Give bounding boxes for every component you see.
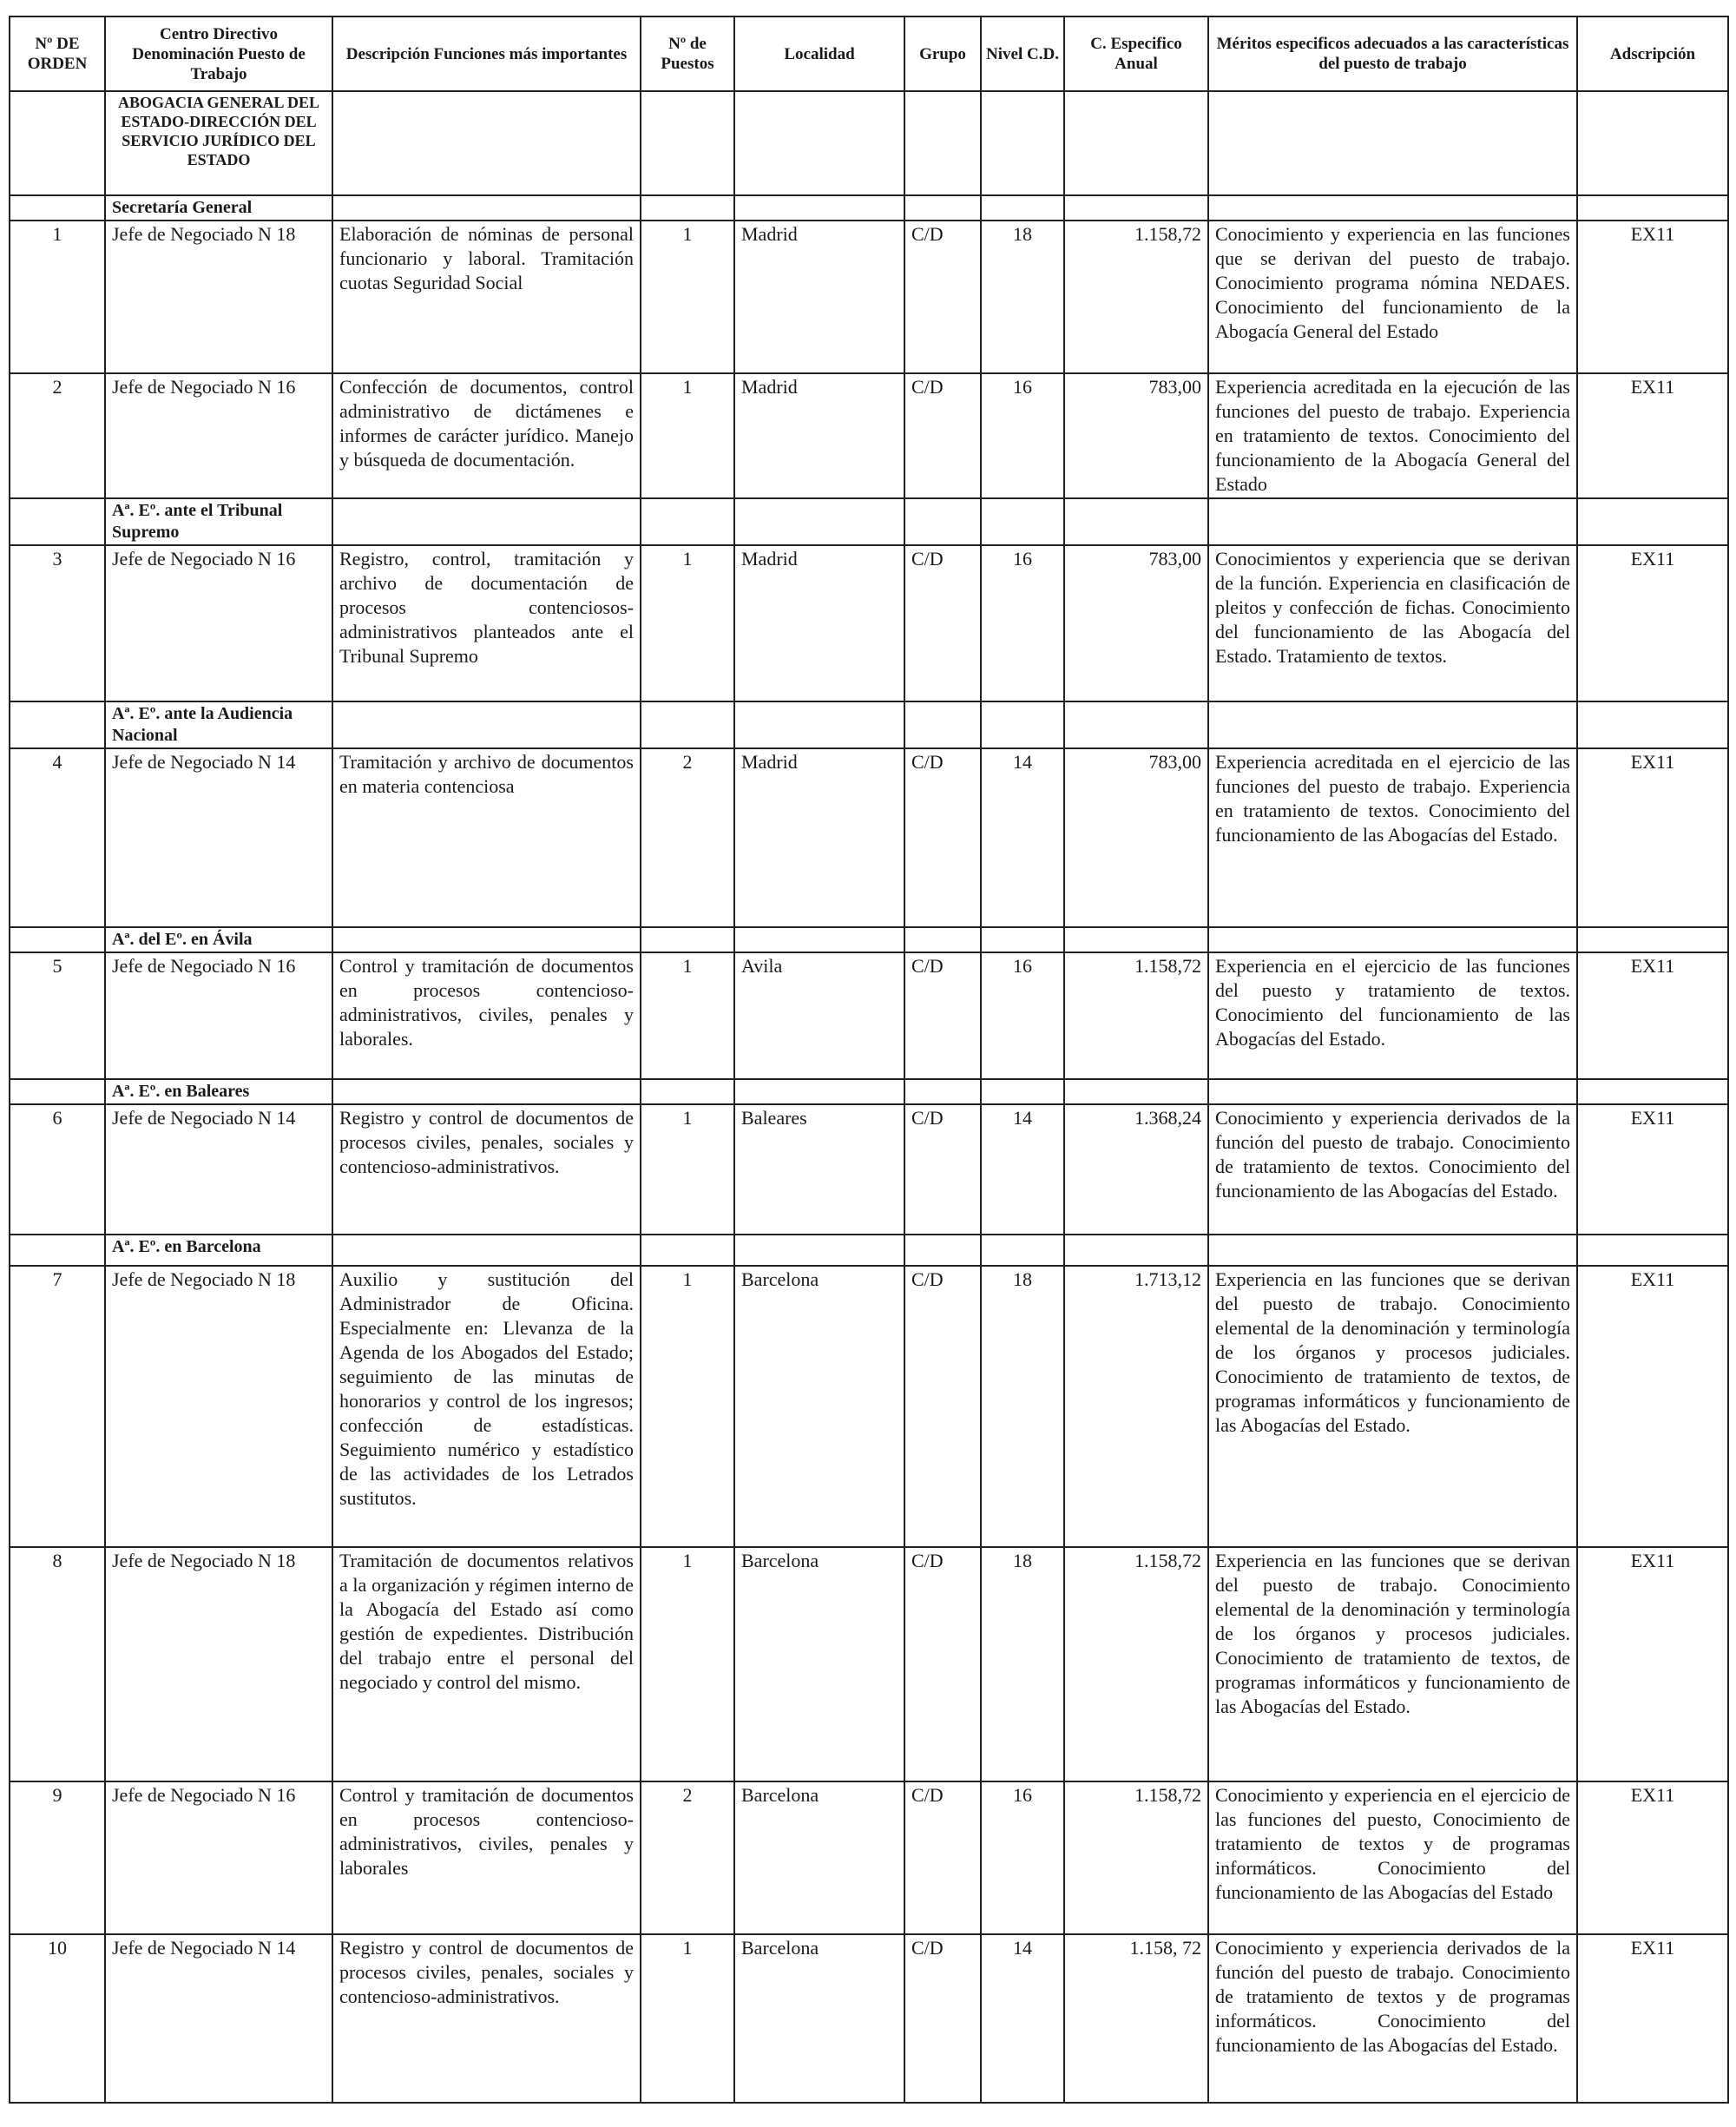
section-title: Aª. Eº. ante la Audiencia Nacional	[105, 701, 332, 748]
empty-cell	[1208, 498, 1577, 545]
cell-nivel: 14	[981, 1104, 1064, 1235]
header-localidad: Localidad	[734, 16, 904, 91]
cell-adscripcion: EX11	[1577, 221, 1728, 373]
section-row	[10, 927, 1728, 952]
empty-cell	[641, 701, 734, 748]
cell-localidad: Baleares	[734, 1104, 904, 1235]
cell-grupo: C/D	[904, 748, 981, 927]
cell-meritos: Experiencia acreditada en el ejercicio de las funciones del puesto de trabajo. Experiencia en tratamiento de textos. Conocimiento del funcionamiento de las Abogacías del Estado.	[1208, 748, 1577, 927]
table-row	[10, 1934, 1728, 2103]
cell-especifico: 1.158, 72	[1064, 1934, 1208, 2103]
empty-cell	[641, 927, 734, 952]
cell-meritos: Conocimiento y experiencia derivados de la función del puesto de trabajo. Conocimiento de tratamiento de textos y de programas informáticos. Conocimiento del funcionamiento de las Abogacías del Estado.	[1208, 1934, 1577, 2103]
empty-cell	[1064, 927, 1208, 952]
cell-adscripcion: EX11	[1577, 545, 1728, 701]
cell-grupo: C/D	[904, 1781, 981, 1934]
header-especifico: C. Especifico Anual	[1064, 16, 1208, 91]
cell-puesto: Jefe de Negociado N 16	[105, 1781, 332, 1934]
empty-cell	[904, 701, 981, 748]
header-meritos: Méritos especificos adecuados a las características del puesto de trabajo	[1208, 16, 1577, 91]
cell-orden: 2	[10, 373, 105, 498]
empty-cell	[981, 927, 1064, 952]
cell-descripcion: Control y tramitación de documentos en procesos contencioso-administrativos, civiles, penales y laborales.	[332, 952, 641, 1079]
empty-cell	[1577, 1235, 1728, 1266]
cell-nivel: 14	[981, 748, 1064, 927]
cell-localidad: Madrid	[734, 545, 904, 701]
cell-adscripcion: EX11	[1577, 952, 1728, 1079]
empty-cell	[904, 1079, 981, 1104]
table-row	[10, 221, 1728, 373]
cell-adscripcion: EX11	[1577, 1266, 1728, 1547]
section-title: Aª. Eº. en Baleares	[105, 1079, 332, 1104]
cell-grupo: C/D	[904, 1934, 981, 2103]
cell-nivel: 18	[981, 1266, 1064, 1547]
cell-nivel: 16	[981, 1781, 1064, 1934]
empty-cell	[10, 498, 105, 545]
cell-descripcion: Registro, control, tramitación y archivo de documentación de procesos contenciosos-administrativos planteados ante el Tribunal Supremo	[332, 545, 641, 701]
empty-cell	[981, 1235, 1064, 1266]
cell-localidad: Madrid	[734, 748, 904, 927]
cell-especifico: 1.158,72	[1064, 1781, 1208, 1934]
cell-grupo: C/D	[904, 545, 981, 701]
table-row	[10, 373, 1728, 498]
cell-adscripcion: EX11	[1577, 1781, 1728, 1934]
section-row	[10, 701, 1728, 748]
cell-nivel: 18	[981, 221, 1064, 373]
empty-cell	[1577, 927, 1728, 952]
cell-especifico: 783,00	[1064, 545, 1208, 701]
header-puestos: Nº de Puestos	[641, 16, 734, 91]
empty-cell	[734, 498, 904, 545]
empty-cell	[10, 701, 105, 748]
cell-orden: 4	[10, 748, 105, 927]
cell-grupo: C/D	[904, 373, 981, 498]
cell-adscripcion: EX11	[1577, 1547, 1728, 1781]
empty-cell	[734, 927, 904, 952]
cell-orden: 3	[10, 545, 105, 701]
cell-especifico: 1.368,24	[1064, 1104, 1208, 1235]
cell-localidad: Barcelona	[734, 1266, 904, 1547]
cell-nivel: 16	[981, 545, 1064, 701]
cell-adscripcion: EX11	[1577, 1934, 1728, 2103]
cell-adscripcion: EX11	[1577, 1104, 1728, 1235]
cell-meritos: Experiencia en el ejercicio de las funciones del puesto y tratamiento de textos. Conocimiento del funcionamiento de las Abogacías del Estado.	[1208, 952, 1577, 1079]
header-grupo: Grupo	[904, 16, 981, 91]
cell-meritos: Conocimiento y experiencia derivados de la función del puesto de trabajo. Conocimiento de tratamiento de textos. Conocimiento del funcionamiento de las Abogacías del Estado.	[1208, 1104, 1577, 1235]
organization-heading: ABOGACIA GENERAL DEL ESTADO-DIRECCIÓN DEL SERVICIO JURÍDICO DEL ESTADO	[105, 91, 332, 195]
cell-puesto: Jefe de Negociado N 16	[105, 545, 332, 701]
empty-cell	[1208, 195, 1577, 221]
empty-cell	[1208, 1235, 1577, 1266]
cell-especifico: 1.158,72	[1064, 221, 1208, 373]
empty-cell	[1208, 927, 1577, 952]
cell-especifico: 1.158,72	[1064, 952, 1208, 1079]
cell-meritos: Experiencia acreditada en la ejecución de las funciones del puesto de trabajo. Experiencia en tratamiento de textos. Conocimiento del funcionamiento de la Abogacía General del Estado	[1208, 373, 1577, 498]
table-row	[10, 1104, 1728, 1235]
table-row	[10, 748, 1728, 927]
cell-nivel: 18	[981, 1547, 1064, 1781]
empty-cell	[1064, 195, 1208, 221]
cell-orden: 7	[10, 1266, 105, 1547]
table-body	[10, 91, 1728, 2103]
empty-cell	[332, 498, 641, 545]
cell-meritos: Conocimiento y experiencia en el ejercicio de las funciones del puesto, Conocimiento de tratamiento de textos y de programas informáticos. Conocimiento del funcionamiento de las Abogacías del Estado	[1208, 1781, 1577, 1934]
empty-cell	[332, 1079, 641, 1104]
header-nivel: Nivel C.D.	[981, 16, 1064, 91]
cell-puestos: 1	[641, 1934, 734, 2103]
empty-cell	[904, 498, 981, 545]
cell-descripcion: Auxilio y sustitución del Administrador de Oficina. Especialmente en: Llevanza de la Agenda de los Abogados del Estado; seguimiento de las minutas de honorarios y control de los ingresos; confección de estadísticas. Seguimiento numérico y estadístico de las actividades de los Letrados sustitutos.	[332, 1266, 641, 1547]
cell-puestos: 1	[641, 1104, 734, 1235]
empty-cell	[734, 1079, 904, 1104]
cell-descripcion: Tramitación de documentos relativos a la organización y régimen interno de la Abogacía del Estado así como gestión de expedientes. Distribución del trabajo entre el personal del negociado y control del mismo.	[332, 1547, 641, 1781]
cell-descripcion: Tramitación y archivo de documentos en materia contenciosa	[332, 748, 641, 927]
header-descripcion: Descripción Funciones más importantes	[332, 16, 641, 91]
cell-especifico: 1.158,72	[1064, 1547, 1208, 1781]
cell-puestos: 1	[641, 952, 734, 1079]
cell-puestos: 2	[641, 1781, 734, 1934]
cell-localidad: Barcelona	[734, 1781, 904, 1934]
document-page	[9, 16, 1727, 2104]
cell-puestos: 1	[641, 373, 734, 498]
cell-puesto: Jefe de Negociado N 16	[105, 952, 332, 1079]
empty-cell	[332, 1235, 641, 1266]
cell-puesto: Jefe de Negociado N 18	[105, 1266, 332, 1547]
empty-cell	[981, 195, 1064, 221]
empty-cell	[10, 195, 105, 221]
cell-meritos: Conocimientos y experiencia que se derivan de la función. Experiencia en clasificación de pleitos y confección de fichas. Conocimiento del funcionamiento de las Abogacía del Estado. Tratamiento de textos.	[1208, 545, 1577, 701]
table-row	[10, 1547, 1728, 1781]
cell-descripcion: Registro y control de documentos de procesos civiles, penales, sociales y contencioso-administrativos.	[332, 1934, 641, 2103]
empty-cell	[1208, 1079, 1577, 1104]
empty-cell	[10, 927, 105, 952]
empty-cell	[1577, 1079, 1728, 1104]
section-title: Aª. del Eº. en Ávila	[105, 927, 332, 952]
section-row	[10, 498, 1728, 545]
cell-puesto: Jefe de Negociado N 14	[105, 1934, 332, 2103]
cell-grupo: C/D	[904, 1547, 981, 1781]
empty-cell	[981, 701, 1064, 748]
cell-puesto: Jefe de Negociado N 14	[105, 1104, 332, 1235]
cell-adscripcion: EX11	[1577, 373, 1728, 498]
section-title: Aª. Eº. ante el Tribunal Supremo	[105, 498, 332, 545]
empty-cell	[734, 195, 904, 221]
empty-cell	[981, 498, 1064, 545]
empty-cell	[641, 498, 734, 545]
header-orden: Nº DE ORDEN	[10, 16, 105, 91]
cell-descripcion: Elaboración de nóminas de personal funcionario y laboral. Tramitación cuotas Seguridad Social	[332, 221, 641, 373]
empty-cell	[641, 1079, 734, 1104]
table-row	[10, 1266, 1728, 1547]
empty-cell	[10, 1079, 105, 1104]
section-title: Aª. Eº. en Barcelona	[105, 1235, 332, 1266]
empty-cell	[981, 1079, 1064, 1104]
cell-adscripcion: EX11	[1577, 748, 1728, 927]
cell-puestos: 1	[641, 545, 734, 701]
empty-cell	[1064, 701, 1208, 748]
empty-cell	[1208, 701, 1577, 748]
cell-orden: 9	[10, 1781, 105, 1934]
cell-puesto: Jefe de Negociado N 16	[105, 373, 332, 498]
cell-localidad: Avila	[734, 952, 904, 1079]
cell-puesto: Jefe de Negociado N 18	[105, 221, 332, 373]
cell-descripcion: Control y tramitación de documentos en procesos contencioso-administrativos, civiles, penales y laborales	[332, 1781, 641, 1934]
empty-cell	[332, 195, 641, 221]
cell-puestos: 2	[641, 748, 734, 927]
cell-nivel: 16	[981, 373, 1064, 498]
cell-localidad: Madrid	[734, 221, 904, 373]
section-row	[10, 195, 1728, 221]
empty-cell	[1064, 1079, 1208, 1104]
cell-descripcion: Registro y control de documentos de procesos civiles, penales, sociales y contencioso-administrativos.	[332, 1104, 641, 1235]
cell-meritos: Experiencia en las funciones que se derivan del puesto de trabajo. Conocimiento elemental de la denominación y terminología de los órganos y procesos judiciales. Conocimiento de tratamiento de textos, de programas informáticos y funcionamiento de las Abogacías del Estado.	[1208, 1547, 1577, 1781]
heading-row	[10, 91, 1728, 195]
empty-cell	[734, 701, 904, 748]
empty-cell	[641, 195, 734, 221]
cell-grupo: C/D	[904, 221, 981, 373]
cell-especifico: 783,00	[1064, 373, 1208, 498]
empty-cell	[1064, 1235, 1208, 1266]
cell-grupo: C/D	[904, 1104, 981, 1235]
empty-cell	[734, 1235, 904, 1266]
empty-cell	[1577, 195, 1728, 221]
cell-grupo: C/D	[904, 952, 981, 1079]
cell-nivel: 14	[981, 1934, 1064, 2103]
empty-cell	[904, 1235, 981, 1266]
empty-cell	[904, 195, 981, 221]
job-positions-table	[9, 16, 1729, 2104]
cell-puesto: Jefe de Negociado N 14	[105, 748, 332, 927]
cell-puestos: 1	[641, 1547, 734, 1781]
empty-cell	[332, 701, 641, 748]
cell-localidad: Barcelona	[734, 1547, 904, 1781]
cell-especifico: 1.713,12	[1064, 1266, 1208, 1547]
empty-cell	[641, 1235, 734, 1266]
table-row	[10, 1781, 1728, 1934]
cell-orden: 10	[10, 1934, 105, 2103]
cell-orden: 5	[10, 952, 105, 1079]
cell-grupo: C/D	[904, 1266, 981, 1547]
cell-orden: 1	[10, 221, 105, 373]
cell-puestos: 1	[641, 1266, 734, 1547]
table-row	[10, 545, 1728, 701]
cell-meritos: Conocimiento y experiencia en las funciones que se derivan del puesto de trabajo. Conocimiento programa nómina NEDAES. Conocimiento del funcionamiento de la Abogacía General del Estado	[1208, 221, 1577, 373]
cell-orden: 8	[10, 1547, 105, 1781]
header-centro: Centro Directivo Denominación Puesto de Trabajo	[105, 16, 332, 91]
table-header-row	[10, 16, 1728, 91]
table-row	[10, 952, 1728, 1079]
cell-puestos: 1	[641, 221, 734, 373]
empty-cell	[1577, 701, 1728, 748]
header-adscripcion: Adscripción	[1577, 16, 1728, 91]
empty-cell	[1577, 498, 1728, 545]
empty-cell	[10, 1235, 105, 1266]
empty-cell	[332, 927, 641, 952]
cell-orden: 6	[10, 1104, 105, 1235]
section-row	[10, 1235, 1728, 1266]
empty-cell	[1064, 498, 1208, 545]
cell-localidad: Barcelona	[734, 1934, 904, 2103]
cell-especifico: 783,00	[1064, 748, 1208, 927]
cell-localidad: Madrid	[734, 373, 904, 498]
section-title: Secretaría General	[105, 195, 332, 221]
cell-meritos: Experiencia en las funciones que se derivan del puesto de trabajo. Conocimiento elemental de la denominación y terminología de los órganos y procesos judiciales. Conocimiento de tratamiento de textos, de programas informáticos y funcionamiento de las Abogacías del Estado.	[1208, 1266, 1577, 1547]
cell-nivel: 16	[981, 952, 1064, 1079]
cell-puesto: Jefe de Negociado N 18	[105, 1547, 332, 1781]
cell-descripcion: Confección de documentos, control administrativo de dictámenes e informes de carácter jurídico. Manejo y búsqueda de documentación.	[332, 373, 641, 498]
empty-cell	[904, 927, 981, 952]
section-row	[10, 1079, 1728, 1104]
